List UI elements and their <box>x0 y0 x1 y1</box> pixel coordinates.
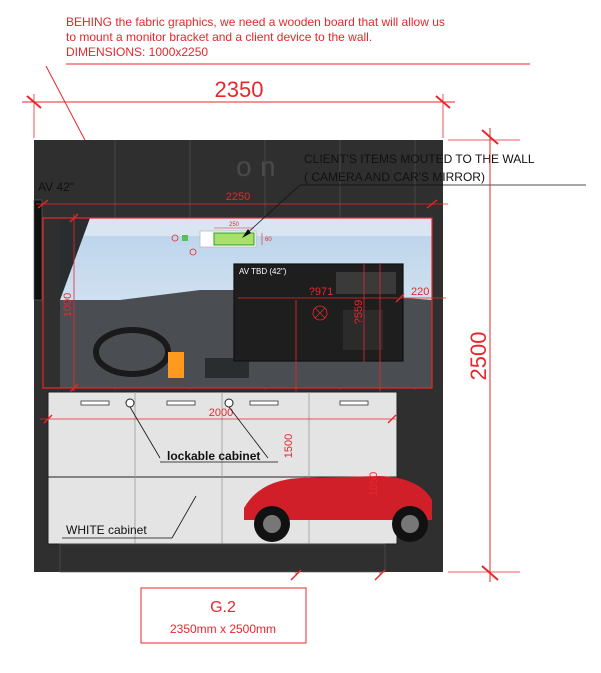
av-tbd-label: AV TBD (42") <box>239 267 287 276</box>
wall-logo-glyph: o <box>236 151 252 182</box>
av-height-label: ?559 <box>353 299 365 325</box>
left-av-label: AV 42" <box>38 180 75 194</box>
overall-width-label: 2350 <box>214 77 264 102</box>
title-size: 2350mm x 2500mm <box>169 622 277 636</box>
header-note-line-3: DIMENSIONS: 1000x2250 <box>66 45 209 59</box>
client-device-height-label: 60 <box>265 237 272 243</box>
cabinet-plinth <box>60 544 385 572</box>
header-note-line-2: to mount a monitor bracket and a client device to the wall. <box>66 30 373 44</box>
header-note-line-1: BEHING the fabric graphics, we need a wooden board that will allow us <box>66 15 445 29</box>
av-offset-label: ?971 <box>308 286 334 298</box>
overall-height-label: 2500 <box>466 331 491 381</box>
lockable-cabinet-label: lockable cabinet <box>167 449 261 463</box>
board-width-label: 2250 <box>225 191 251 203</box>
client-items-line-1: CLIENT'S ITEMS MOUTED TO THE WALL <box>304 152 535 166</box>
client-items-line-2: ( CAMERA AND CAR'S MIRROR) <box>304 170 485 184</box>
av-right-gap-label: 220 <box>411 286 430 298</box>
height-1050-label: 1050 <box>368 471 380 497</box>
board-height-label: 1000 <box>62 292 74 318</box>
left-av-monitor <box>34 200 42 300</box>
height-1500-label: 1500 <box>283 433 295 459</box>
wall-logo-glyph-2: n <box>260 151 276 182</box>
av-tbd-screen-inset <box>336 272 396 294</box>
white-cabinet-label: WHITE cabinet <box>66 523 147 537</box>
client-device-width-label: 250 <box>228 222 240 228</box>
cabinet-width-label: 2000 <box>208 407 234 419</box>
title-code: G.2 <box>210 599 236 616</box>
